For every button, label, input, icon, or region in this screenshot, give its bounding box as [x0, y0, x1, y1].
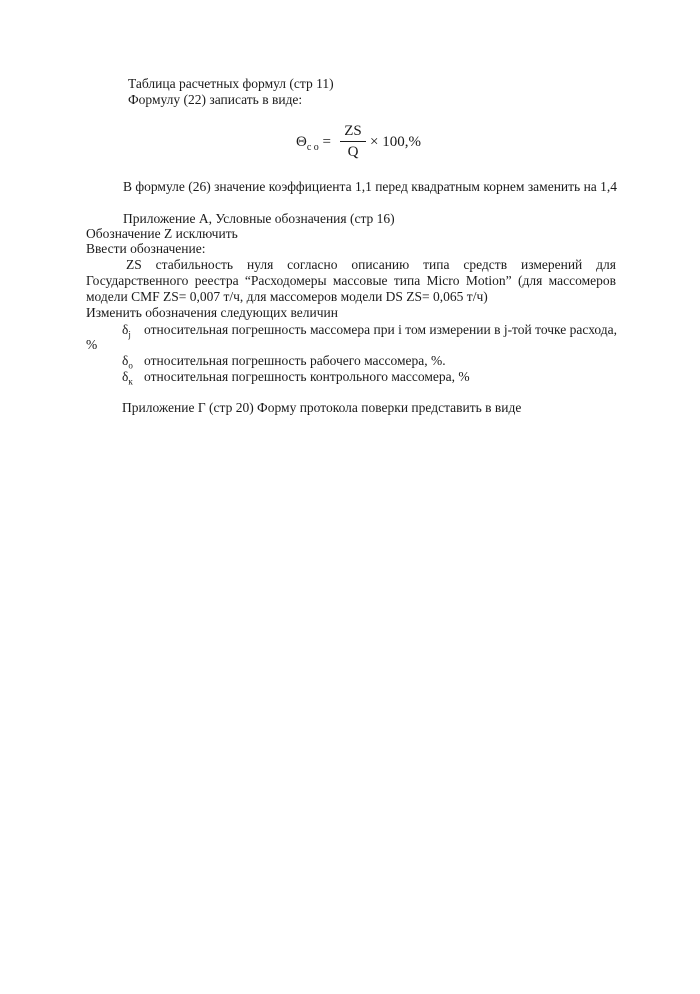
table-heading: Таблица расчетных формул (стр 11) — [128, 76, 334, 91]
formula-lhs-subscript: c o — [306, 142, 319, 153]
formula-22 — [296, 122, 426, 166]
delta-o-text: относительная погрешность рабочего массомера, %. — [144, 353, 446, 368]
appendix-a-heading: Приложение А, Условные обозначения (стр 16) — [123, 211, 395, 226]
fraction-numerator: ZS — [344, 123, 362, 139]
formula-26-note: В формуле (26) значение коэффициента 1,1 перед квадратным корнем заменить на 1,4 — [123, 179, 618, 194]
formula-lhs — [296, 134, 331, 153]
formula-fraction — [340, 122, 366, 161]
delta-j-text: относительная погрешность массомера при i том измерении в j-той точке расхода, — [144, 322, 618, 337]
theta-symbol: Θ — [296, 134, 307, 150]
equals-sign: = — [322, 134, 332, 150]
introduce-notation: Ввести обозначение: — [86, 241, 206, 256]
zs-definition: ZS стабильность нуля согласно описанию типа средств измерений для Государственного реестра “Расходомеры массовые типа Micro Motion” (для массомеров модели CMF ZS= 0,007 т/ч, для массомеров модели DS ZS= 0,065 т/ч) — [86, 257, 616, 304]
formula-22-intro: Формулу (22) записать в виде: — [128, 92, 303, 107]
z-exclude-note: Обозначение Z исключить — [86, 226, 238, 241]
fraction-denominator: Q — [347, 144, 359, 160]
appendix-g-heading: Приложение Г (стр 20) Форму протокола поверки представить в виде — [122, 400, 522, 415]
delta-k-symbol: $\delta_к$ — [122, 369, 133, 387]
fraction-bar — [340, 141, 366, 142]
delta-j-definition — [122, 322, 617, 343]
delta-j-symbol: $\delta_j$ — [122, 322, 131, 340]
percent-continuation: % — [86, 337, 98, 352]
delta-k-text: относительная погрешность контрольного массомера, % — [144, 369, 470, 384]
delta-o-symbol: $\delta_o$ — [122, 353, 133, 371]
formula-rhs: × 100,% — [370, 134, 421, 150]
delta-k-definition — [122, 369, 470, 390]
change-notation-heading: Изменить обозначения следующих величин — [86, 305, 338, 320]
